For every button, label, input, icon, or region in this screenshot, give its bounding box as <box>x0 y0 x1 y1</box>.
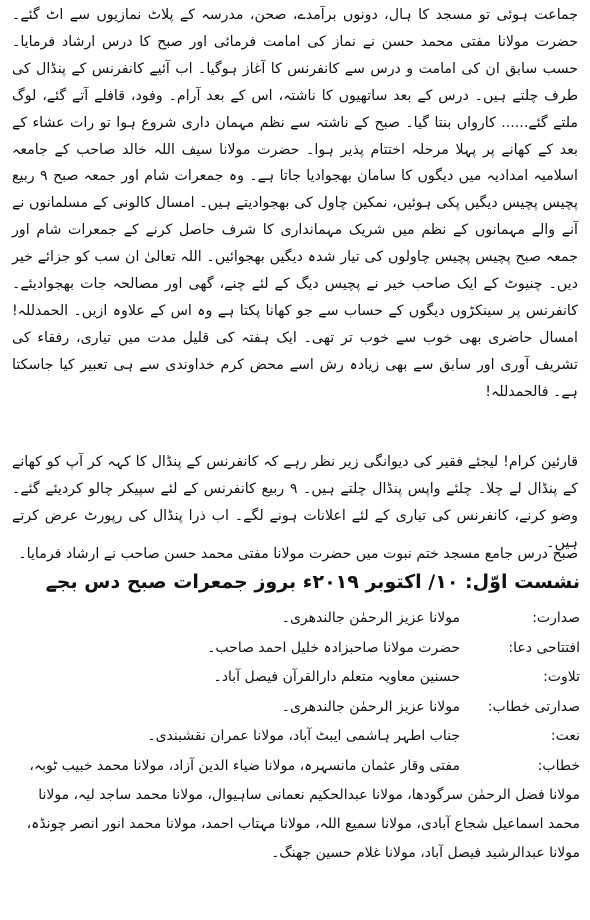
report-paragraph-1: جماعت ہوئی تو مسجد کا ہال، دونوں برآمدے، صحن، مدرسہ کے پلاٹ نمازیوں سے اٹ گئے۔ حضرت مولانا مفتی محمد حسن نے نماز کی امامت فرمائی اور صبح کا درس ارشاد فرمایا۔ حسب سابق ان کی امامت و درس سے کانفرنس کا آغاز ہوگیا۔ اب آئیے کانفرنس کے پنڈال کی طرف چلتے ہیں۔ درس کے بعد ساتھیوں کا ناشتہ، اس کے بعد آرام۔ وفود، قافلے آتے گئے، لوگ ملتے گئے...... کارواں بنتا گیا۔ صبح کے ناشتہ سے نظم مہمان داری شروع ہوا تو رات عشاء کے بعد کے کھانے پر پہلا مرحلہ اختتام پذیر ہوا۔ حضرت مولانا سیف اللہ خالد صاحب کے جامعہ اسلامیہ امدادیہ میں دیگوں کا سامان بھجوادیا جاتا ہے۔ وہ جمعرات شام اور جمعہ صبح ۹ ربیع پچیس پچیس دیگیں پکی ہوئیں، نمکین چاول کی بھجوادیتے ہیں۔ امسال کالونی کے مسلمانوں نے آنے والے مہمانوں کے نظم میں شریک مہمانداری کا شرف حاصل کرنے کے جمعرات شام اور جمعہ صبح پچیس پچیس چاولوں کی تیار شدہ دیگیں بھجوائیں۔ اللہ تعالیٰ ان سب کو جزائے خیر دیں۔ چنیوٹ کے ایک صاحب خیر نے پچیس دیگ کے لئے چنے، گھی اور مصالحہ جات بھجوادیئے۔ کانفرنس پر سینکڑوں دیگوں کے حساب سے جو کھانا پکتا ہے وہ اس کے علاوہ ازیں۔ الحمدللہ! امسال حاضری بھی خوب سے خوب تر تھی۔ ایک ہفتہ کی قلیل مدت میں تیاری، رفقاء کی تشریف آوری اور سابق سے بھی زیادہ رش اسے محض کرم خداوندی سے ہی تعبیر کیا جاسکتا ہے۔ فالحمدللہ! <box>12 7 578 400</box>
program-label: صدارتی خطاب: <box>487 698 580 715</box>
program-row-presidential-address <box>10 693 580 723</box>
program-value: مولانا عزیز الرحمٰن جالندھری۔ <box>281 698 460 715</box>
program-row-recitation <box>10 663 580 693</box>
program-row-opening-prayer <box>10 634 580 664</box>
program-label: افتتاحی دعا: <box>508 639 580 656</box>
report-paragraph-2: قارئین کرام! لیجئے فقیر کی دیوانگی زیر نظر رہے کہ کانفرنس کے پنڈال کا کہہ کر آپ کو کھانے کے پنڈال لے چلا۔ چلئے واپس پنڈال چلتے ہیں۔ ۹ ربیع کانفرنس کے لئے سپیکر چالو کردیئے گئے۔ وضو کرنے، کانفرنس کی تیاری کے لئے اعلانات ہونے لگے۔ اب ذرا پنڈال کی رپورٹ عرض کرتے ہیں۔ <box>12 454 578 551</box>
session-program <box>10 604 580 868</box>
program-value: حضرت مولانا صاحبزادہ خلیل احمد صاحب۔ <box>207 639 460 656</box>
program-value: جناب اطہر ہاشمی ایبٹ آباد، مولانا عمران نقشبندی۔ <box>147 728 460 744</box>
program-value: مولانا عزیز الرحمٰن جالندھری۔ <box>281 610 460 626</box>
session-heading: نشست اوّل: ۱۰/ اکتوبر ۲۰۱۹ء بروز جمعرات صبح دس بجے <box>45 571 580 593</box>
program-label: صدارت: <box>532 610 580 626</box>
program-row-presidency <box>10 604 580 634</box>
program-label: تلاوت: <box>543 669 580 685</box>
program-value: حسنین معاویہ متعلم دارالقرآن فیصل آباد۔ <box>213 669 460 685</box>
program-label: نعت: <box>550 728 580 744</box>
report-paragraph-3: صبح درس جامع مسجد ختم نبوت میں حضرت مولانا مفتی محمد حسن صاحب نے ارشاد فرمایا۔ <box>18 546 578 562</box>
program-row-speeches <box>10 752 580 868</box>
program-row-naat <box>10 722 580 752</box>
program-label: خطاب: <box>537 757 580 774</box>
program-value: مفتی وقار عثمان مانسہرہ، مولانا ضیاء الدین آزاد، مولانا محمد خبیب ٹوبہ، مولانا فضل الرحمٰن سرگودھا، مولانا عبدالحکیم نعمانی ساہیوال، مولانا محمد ساجد لیہ، مولانا محمد اسماعیل شجاع آبادی، مولانا سمیع اللہ، مولانا مہتاب احمد، مولانا محمد انور انصر چونڈہ، مولانا عبدالرشید فیصل آباد، مولانا غلام حسین جھنگ۔ <box>26 757 580 861</box>
